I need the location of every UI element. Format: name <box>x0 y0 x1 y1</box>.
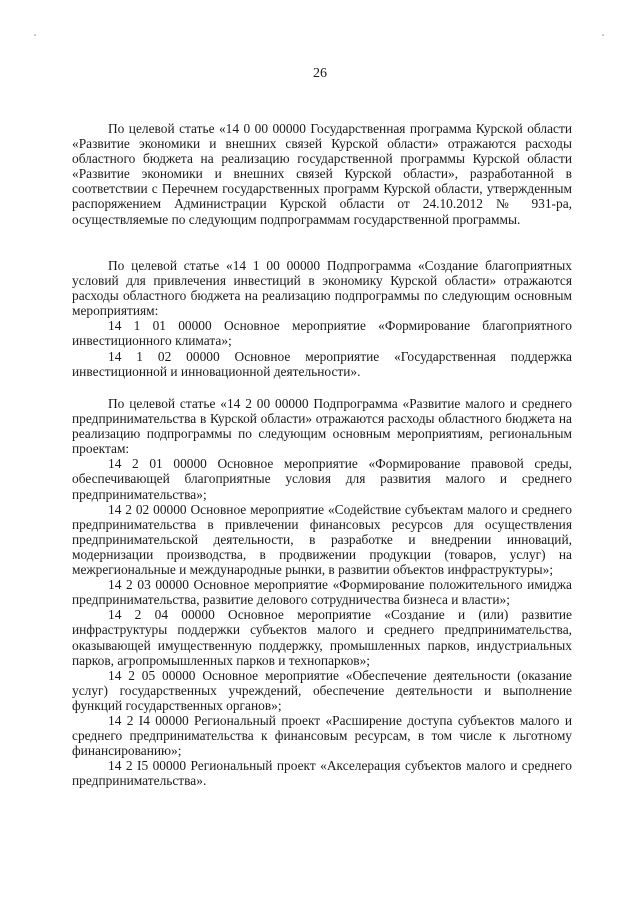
paragraph: 14 2 01 00000 Основное мероприятие «Формирование правовой среды, обеспечивающей благоприятные условия для развития малого и среднего предпринимательства»; <box>72 456 572 502</box>
paragraph: По целевой статье «14 1 00 00000 Подпрограмма «Создание благоприятных условий для привлечения инвестиций в экономику Курской области» отражаются расходы областного бюджета на реализацию подпрограммы по следующим основным мероприятиям: <box>72 258 572 319</box>
paragraph: 14 1 02 00000 Основное мероприятие «Государственная поддержка инвестиционной и инновационной деятельности». <box>72 348 572 379</box>
scan-mark <box>34 34 36 36</box>
paragraph: По целевой статье «14 2 00 00000 Подпрограмма «Развитие малого и среднего предпринимательства в Курской области» отражаются расходы областного бюджета на реализацию подпрограммы по следующим основным мероприятиям, региональным проектам: <box>72 396 572 457</box>
section-program <box>72 121 572 227</box>
paragraph: 14 2 02 00000 Основное мероприятие «Содействие субъектам малого и среднего предпринимательства в привлечении финансовых ресурсов для осуществления предпринимательской деятельности, в разработке и внедрении инноваций, модернизации производства, в продвижении продукции (товаров, услуг) на межрегиональные и международные рынки, в развитии объектов инфраструктуры»; <box>72 501 572 578</box>
paragraph: 14 2 04 00000 Основное мероприятие «Создание и (или) развитие инфраструктуры поддержки субъектов малого и среднего предпринимательства, оказывающей имущественную поддержку, промышленных парков, индустриальных парков, агропромышленных парков и технопарков»; <box>72 607 572 668</box>
scan-mark <box>602 34 604 36</box>
paragraph: 14 2 03 00000 Основное мероприятие «Формирование положительного имиджа предпринимательства, развитие делового сотрудничества бизнеса и власти»; <box>72 577 572 608</box>
paragraph: 14 2 I4 00000 Региональный проект «Расширение доступа субъектов малого и среднего предпринимательства к финансовым ресурсам, в том числе к льготному финансированию»; <box>72 712 572 759</box>
section-subprogram-investments <box>72 258 572 379</box>
page-number: 26 <box>313 66 327 81</box>
paragraph: 14 1 01 00000 Основное мероприятие «Формирование благоприятного инвестиционного климата»; <box>72 318 572 349</box>
paragraph: 14 2 I5 00000 Региональный проект «Акселерация субъектов малого и среднего предпринимательства». <box>72 758 572 789</box>
section-subprogram-small-business <box>72 396 572 788</box>
paragraph: 14 2 05 00000 Основное мероприятие «Обеспечение деятельности (оказание услуг) государственных учреждений, обеспечение деятельности и выполнение функций государственных органов»; <box>72 667 572 713</box>
paragraph: По целевой статье «14 0 00 00000 Государственная программа Курской области «Развитие экономики и внешних связей Курской области» отражаются расходы областного бюджета на реализацию государственной программы Курской области «Развитие экономики и внешних связей Курской области», разработанной в соответствии с Перечнем государственных программ Курской области, утвержденным распоряжением Администрации Курской области от 24.10.2012 № 931-ра, осуществляемые по следующим подпрограммам государственной программы. <box>72 121 572 227</box>
